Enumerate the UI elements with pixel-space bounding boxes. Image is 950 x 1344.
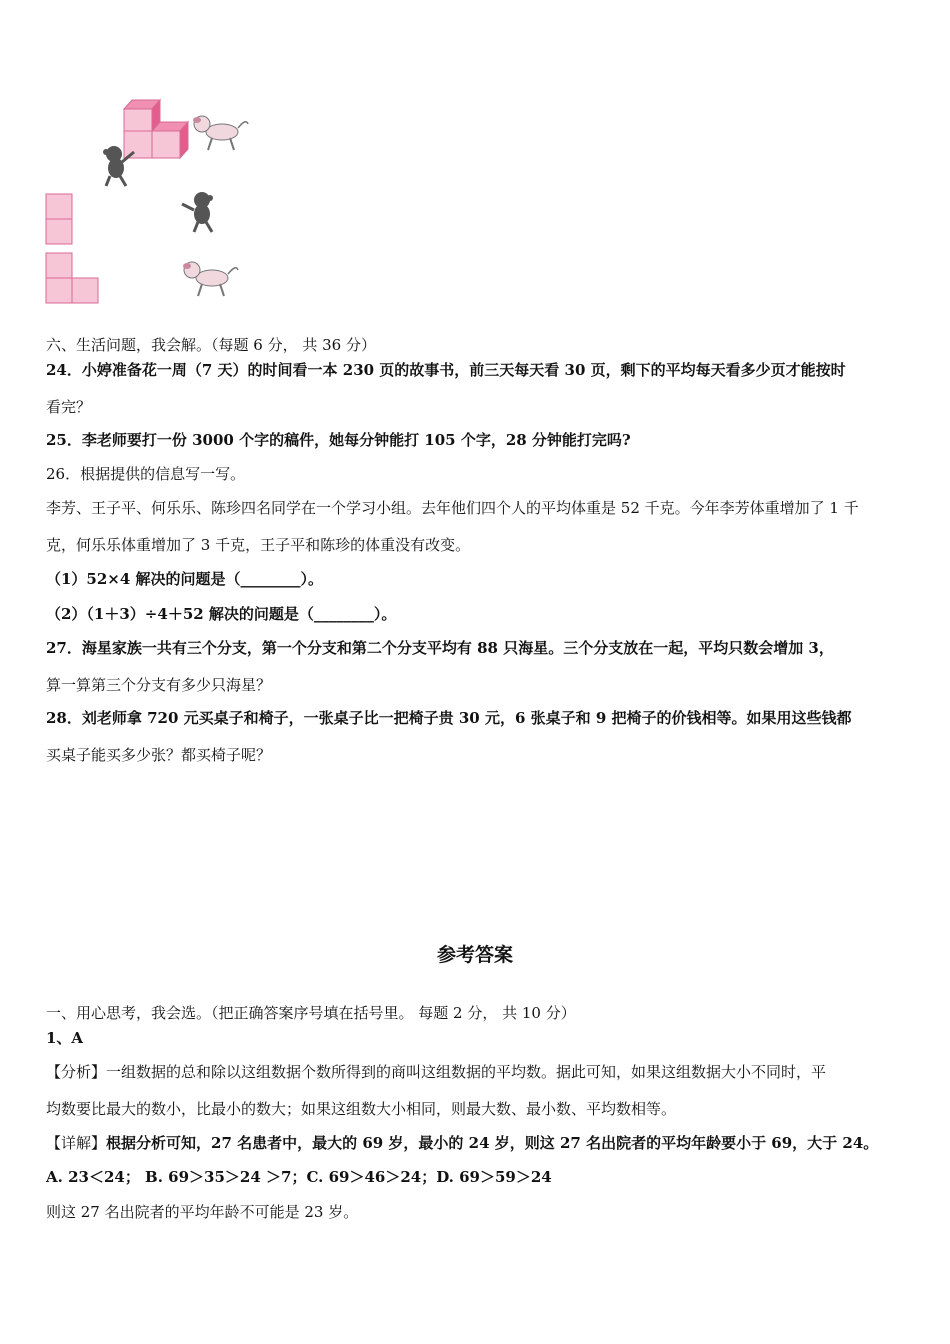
q27-line2: 算一算第三个分支有多少只海星？ bbox=[46, 676, 272, 694]
q26: 26．根据提供的信息写一写。 bbox=[46, 465, 246, 483]
analysis-tag: 【分析】 bbox=[46, 1063, 107, 1081]
q26-sub2: （2）（1＋3）÷4＋52 解决的问题是（________）。 bbox=[46, 605, 397, 623]
options-line: A. 23＜24； B. 69＞35＞24 ＞7；C. 69＞46＞24；D. 69＞59＞24 bbox=[46, 1168, 552, 1186]
front-view-icon bbox=[46, 194, 72, 244]
q24-line2: 看完？ bbox=[46, 398, 92, 416]
q26-sub1: （1）52×4 解决的问题是（________）。 bbox=[46, 570, 324, 588]
detail-line1 bbox=[46, 1133, 878, 1153]
conclusion-line: 则这 27 名出院者的平均年龄不可能是 23 岁。 bbox=[46, 1203, 359, 1221]
dog-icon bbox=[193, 116, 248, 150]
detail-text: 根据分析可知，27 名患者中，最大的 69 岁，最小的 24 岁，则这 27 名出院者的平均年龄要小于 69，大于 24。 bbox=[106, 1134, 879, 1152]
side-view-icon bbox=[46, 253, 98, 303]
cube-stack-icon bbox=[124, 100, 188, 158]
answers-section1-heading: 一、用心思考，我会选。（把正确答案序号填在括号里。 每题 2 分， 共 10 分） bbox=[46, 1004, 576, 1022]
analysis-line1 bbox=[46, 1062, 826, 1082]
answers-title: 参考答案 bbox=[436, 944, 513, 966]
cube-views-svg bbox=[40, 92, 270, 312]
q27-line1: 27．海星家族一共有三个分支，第一个分支和第二个分支平均有 88 只海星。三个分支放在一起，平均只数会增加 3， bbox=[46, 639, 834, 657]
dog-icon bbox=[183, 262, 238, 296]
detail-tag: 【详解】 bbox=[46, 1134, 107, 1152]
section6-heading: 六、生活问题，我会解。（每题 6 分， 共 36 分） bbox=[46, 336, 376, 354]
q24-line1: 24．小婷准备花一周（7 天）的时间看一本 230 页的故事书，前三天每天看 30 页，剩下的平均每天看多少页才能按时 bbox=[46, 361, 846, 379]
q28-line2: 买桌子能买多少张？都买椅子呢？ bbox=[46, 746, 272, 764]
q26-info-line2: 克，何乐乐体重增加了 3 千克，王子平和陈珍的体重没有改变。 bbox=[46, 536, 471, 554]
answer-1-label: 1、A bbox=[46, 1029, 84, 1047]
q28-line1: 28．刘老师拿 720 元买桌子和椅子，一张桌子比一把椅子贵 30 元，6 张桌子和 9 把椅子的价钱相等。如果用这些钱都 bbox=[46, 709, 852, 727]
monkey-icon bbox=[182, 192, 213, 232]
q26-info-line1: 李芳、王子平、何乐乐、陈珍四名同学在一个学习小组。去年他们四个人的平均体重是 52 千克。今年李芳体重增加了 1 千 bbox=[46, 499, 859, 517]
analysis-line2: 均数要比最大的数小，比最小的数大；如果这组数大小相同，则最大数、最小数、平均数相等。 bbox=[46, 1100, 677, 1118]
cube-views-figure bbox=[40, 92, 270, 312]
analysis-text: 一组数据的总和除以这组数据个数所得到的商叫这组数据的平均数。据此可知，如果这组数据大小不同时，平 bbox=[106, 1063, 827, 1081]
q25: 25．李老师要打一份 3000 个字的稿件，她每分钟能打 105 个字，28 分钟能打完吗? bbox=[46, 431, 631, 449]
